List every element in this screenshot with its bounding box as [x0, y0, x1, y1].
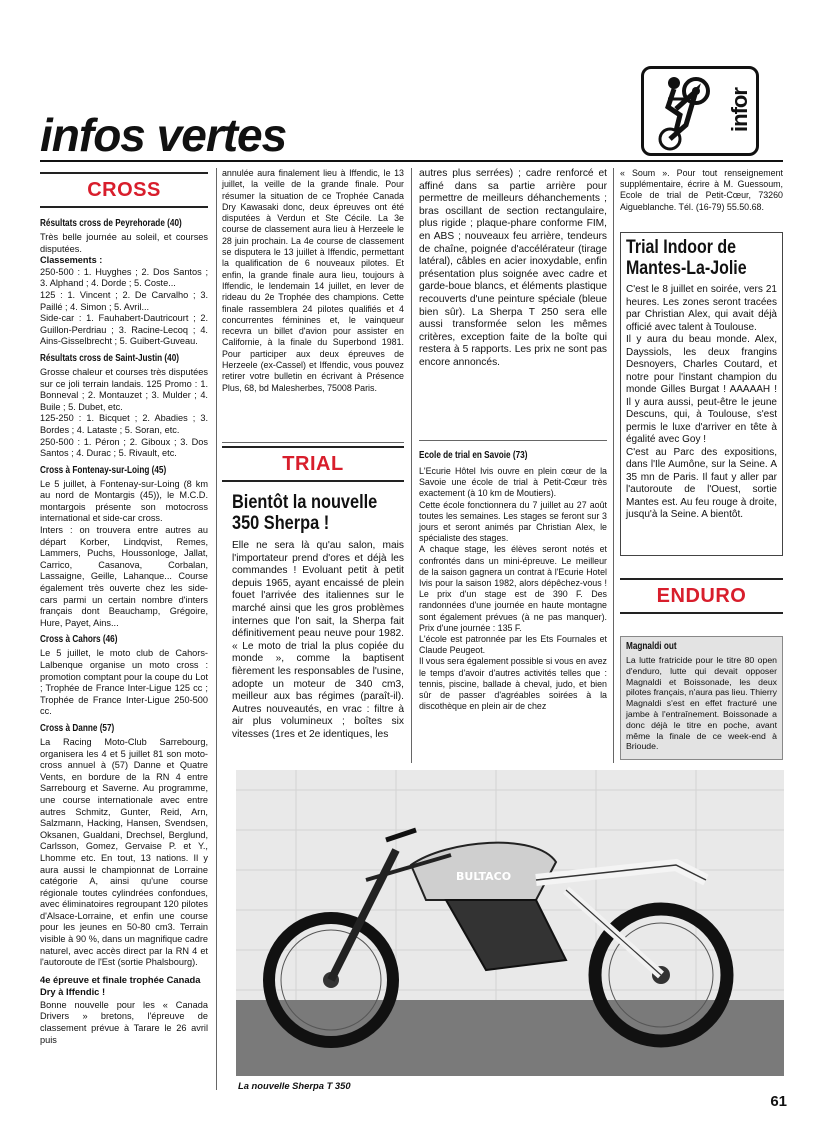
- enduro-title: Magnaldi out: [626, 641, 677, 652]
- ecole-paragraph: L'école est patronnée par les Ets Fournales et Claude Peugeot.: [419, 634, 607, 656]
- sherpa-continued: autres plus serrées) ; cadre renforcé et affiné dans sa partie arrière pour permettre de meilleurs déhanchements ; bras oscillant de section rectangulaire, plus rigide ; plaque-phare conforme FIM, en ABS ; nouveaux feu arrière, tendeurs de chaîne, poignée d'accélérateur (tirage latéral), câbles en acier inoxydable, enfin présentation plus soignée avec cadre et garde-boue blancs, et éléments plastique recouverts d'une peinture spéciale (bleue bien sûr). La Sherpa T 250 sera elle aussi transformée selon les mêmes critères, exception faite de la boîte qui restera à 5 rapports. Les prix ne sont pas encore annoncés.: [419, 168, 607, 368]
- masthead-title: infos vertes: [40, 109, 287, 161]
- ecole-title: Ecole de trial en Savoie (73): [419, 450, 528, 461]
- cross-paragraph: 250-500 : 1. Péron ; 2. Giboux ; 3. Dos Santos ; 4. Durac ; 5. Rivault, etc.: [40, 436, 208, 459]
- page-number: 61: [770, 1093, 787, 1110]
- infor-badge-text: infor: [727, 88, 753, 132]
- ecole-paragraph: A chaque stage, les élèves seront notés et confrontés dans un mini-épreuve. Le meilleur de la saison gagnera un contrat à l'Ecurie Hotel Ivis pour la saison 1982, alors dépêchez-vous ! Le prix d'un stage est de 390 F. Des randonnées d'une journée en haute montagne sont également prévues (à ne pas manquer). Prix d'une journée : 135 F.: [419, 544, 607, 633]
- cross-paragraph: La Racing Moto-Club Sarrebourg, organisera les 4 et 5 juillet 81 son moto-cross annuel à (57) Danne et Quatre Vents, en bordure de la RN 4 entre Sarrebourg et Saverne. Au programme, une course internationale avec entre autres Schmitz, Gunter, Reid, Arn, Salzmann, Hacking, Hansen, Svendsen, Oksanen, Gualdani, Drechsel, Berglund, Carlsson, Gomez, Gervaise P. et Y., Lhomme etc. En tout, 13 nations. Il y aura aussi le championnat de Lorraine catégorie A, ainsi qu'une course régionale toutes cylindrées confondues, avec éliminatoires regroupant 120 pilotes d'Alsace-Lorraine, et enfin une course pour les jeunes en 50-80 cm3. Terrain visible à 90 %, dans un magnifique cadre naturel, avec accès direct par la RN 4 et l'autoroute de l'Est (sortie Phalsbourg).: [40, 736, 208, 968]
- indoor-paragraph: C'est au Parc des expositions, dans l'Ile Aumône, sur la Seine. A 35 mn de Paris. Il faut y aller par l'autoroute de l'Ouest, sortie Mantes est. Au feu rouge à droite, jusqu'à la Seine. A bientôt.: [626, 446, 777, 520]
- col4-continuation: [620, 168, 783, 218]
- ecole-paragraph: Il vous sera également possible si vous en avez le temps d'avoir d'autres activités telles que : tennis, piscine, ballade à cheval, judo, et bien sûr de passer d'agréables soirées à la discothèque en plein air de chez: [419, 656, 607, 712]
- cross-paragraph: Le 5 juillet, à Fontenay-sur-Loing (8 km au nord de Montargis (45)), le M.C.D. montargois présente son motocross international et side-car cross.: [40, 478, 208, 524]
- enduro-header: ENDURO: [620, 578, 783, 614]
- indoor-paragraph: C'est le 8 juillet en soirée, vers 21 heures. Les zones seront tracées par Christian Alex, qui avait déjà officié avec talent à Toulouse.: [626, 284, 777, 333]
- cross-paragraph: Classements :: [40, 255, 103, 266]
- cross-header: CROSS: [40, 172, 208, 208]
- indoor-box: [620, 232, 783, 556]
- ecole-contact: « Soum ». Pour tout renseignement supplémentaire, écrire à M. Guessoum, Ecole de trial de Petit-Cœur, 73260 Aigueblanche. Tél. (16-79) 55.50.68.: [620, 168, 783, 212]
- masthead-rule: [40, 160, 783, 162]
- cross-block-title: 4e épreuve et finale trophée Canada Dry à Iffendic !: [40, 973, 201, 997]
- cross-block-title: Résultats cross de Saint-Justin (40): [40, 352, 179, 364]
- ecole-paragraph: L'Ecurie Hôtel Ivis ouvre en plein cœur de la Savoie une école de trial à Petit-Cœur très exactement (à 10 km de Moutiers).: [419, 466, 607, 499]
- cross-block-title: Cross à Fontenay-sur-Loing (45): [40, 464, 167, 476]
- column-rule-1: [216, 168, 217, 1090]
- trial-column: [222, 446, 404, 742]
- infor-logo: [641, 66, 759, 156]
- cross-paragraph: Inters : on trouvera entre autres au départ Korber, Lindqvist, Remes, Lammers, Puchs, Houssonloge, Jallat, Carrico, Casanova, Corbalan, Lassaigne, Geille, Lahanque... Course également très ouverte chez les side-cars parmi un certain nombre d'inters français dont Beauchamp, Grégoire, Hure, Payet, Ains...: [40, 525, 208, 628]
- cross-block-title: Cross à Cahors (46): [40, 634, 118, 646]
- cross-paragraph: Side-car : 1. Fauhabert-Dautricourt ; 2. Guillon-Perdriau ; 3. Racine-Lecoq ; 4. Ains-Gisselbrecht ; 5. Guibert-Guveau.: [40, 313, 208, 347]
- photo-caption: La nouvelle Sherpa T 350: [238, 1080, 351, 1091]
- enduro-box: [620, 636, 783, 760]
- canada-dry-continued: annulée aura finalement lieu à Iffendic, le 13 juillet, la veille de la grande finale. Pour résumer la situation de ce Trophée Canada Dry Kawasaki donc, deux épreuves ont été disputées à Verdun et Ste Cécile. La 3e course de classement aura lieu à Herzeele le 28 juin prochain. La 4e course de classement se disputera le 13 juillet à Iffendic, permettant la qualification de 6 nouveaux pilotes. Et enfin, la grande finale aura lieu, toujours à Iffendic, le lendemain 14 juillet, en lever de rideau du 2e Trophée des champions. Cette finale rassemblera 24 pilotes qualifiés et 4 concurrentes féminines et, le vainqueur recevra un billet d'avion pour assister en Californie, à la finale du Superbond 1981. Pour participer aux deux épreuves de Herzeele (ex-Cassel) et Iffendic, vous pouvez retirer votre bulletin en écrivant à Présence Plus, 68, bd Malesherbes, 75008 Paris.: [222, 168, 404, 393]
- ecole-column: [419, 446, 607, 712]
- ecole-top-rule: [419, 440, 607, 441]
- cross-paragraph: 125-250 : 1. Bicquet ; 2. Abadies ; 3. Bordes ; 4. Lataste ; 5. Soran, etc.: [40, 413, 208, 435]
- col3-continuation: [419, 168, 607, 370]
- trial-rider-icon: [646, 69, 730, 153]
- cross-paragraph: Bonne nouvelle pour les « Canada Drivers » bretons, l'épreuve de classement prévue à Tarare le 26 avril puis: [40, 999, 208, 1045]
- trial-headline: Bientôt la nouvelle 350 Sherpa !: [232, 492, 378, 534]
- cross-paragraph: Très belle journée au soleil, et courses disputées.: [40, 232, 208, 254]
- motorcycle-image: [236, 770, 784, 1076]
- indoor-headline: Trial Indoor de Mantes-La-Jolie: [626, 237, 747, 279]
- trial-top-rule: [222, 442, 404, 443]
- cross-paragraph: Le 5 juillet, le moto club de Cahors-Lalbenque organise un moto cross : promotion comptant pour la coupe du Lot ; Trophée de France Inter-Ligue 125 cc ; Trophée de France Inter-Ligue 250-500 cc.: [40, 648, 208, 717]
- col2-continuation: [222, 168, 404, 399]
- cross-paragraph: 125 : 1. Vincent ; 2. De Carvalho ; 3. Paillé ; 4. Simon ; 5. Avril...: [40, 289, 208, 312]
- cross-column: [40, 172, 208, 1051]
- cross-paragraph: 250-500 : 1. Huyghes ; 2. Dos Santos ; 3. Alphand ; 4. Dorde ; 5. Coste...: [40, 266, 208, 289]
- trial-body: Elle ne sera là qu'au salon, mais l'importateur prend d'ores et déjà les commandes ! Evoluant petit à petit depuis 1965, ayant encaissé de plein fouet l'arrivée des italiennes sur le marché ainsi que les gros problèmes internes que l'on sait, la Sherpa fait définitivement peau neuve pour 1982. « Le moto de trial la plus copiée du monde », comme la baptisent fièrement les responsables de l'usine, adopte un moteur de 340 cm3, meilleur aux bas régimes (paraît-il). Autres nouveautés, en vrac : filtre à air plus volumineux ; boîtes six vitesses (1res et 2e identiques, les: [232, 540, 404, 740]
- trial-header: TRIAL: [222, 446, 404, 482]
- column-rule-2: [411, 168, 412, 763]
- sherpa-photo: [236, 770, 784, 1076]
- cross-paragraph: Grosse chaleur et courses très disputées sur ce joli terrain landais. 125 Promo : 1. Bonneval ; 2. Montauzet ; 3. Mulder ; 4. Buile ; 5. Dubet, etc.: [40, 366, 208, 412]
- cross-block-title: Cross à Danne (57): [40, 722, 115, 734]
- cross-block-title: Résultats cross de Peyrehorade (40): [40, 218, 182, 229]
- enduro-body: La lutte fratricide pour le titre 80 open d'enduro, lutte qui devait opposer Magnaldi et Boissonade, les deux pilotes français, n'aura pas lieu. Thierry Magnaldi s'est en effet fracturé une jambe à l'entraînement. Boissonade a donc déjà le titre en poche, avant même la finale de ce week-end à Brioude.: [626, 655, 777, 752]
- ecole-paragraph: Cette école fonctionnera du 7 juillet au 27 août toutes les semaines. Les stages se feront sur 3 jours et seront animés par Christian Alex, le spécialiste des stages.: [419, 499, 607, 544]
- column-rule-3: [613, 168, 614, 763]
- indoor-paragraph: Il y aura du beau monde. Alex, Dayssiols, les deux frangins Desnoyers, Charles Coutard, et notre pour l'instant champion du monde Gilles Burgat ! AAAAAH ! Il y aura aussi, peut-être le jeune Descuns, qui, à Toulouse, s'est permis le luxe d'arriver en tête à égalité avec Goy !: [626, 334, 777, 445]
- tank-brand-text: BULTACO: [456, 870, 512, 883]
